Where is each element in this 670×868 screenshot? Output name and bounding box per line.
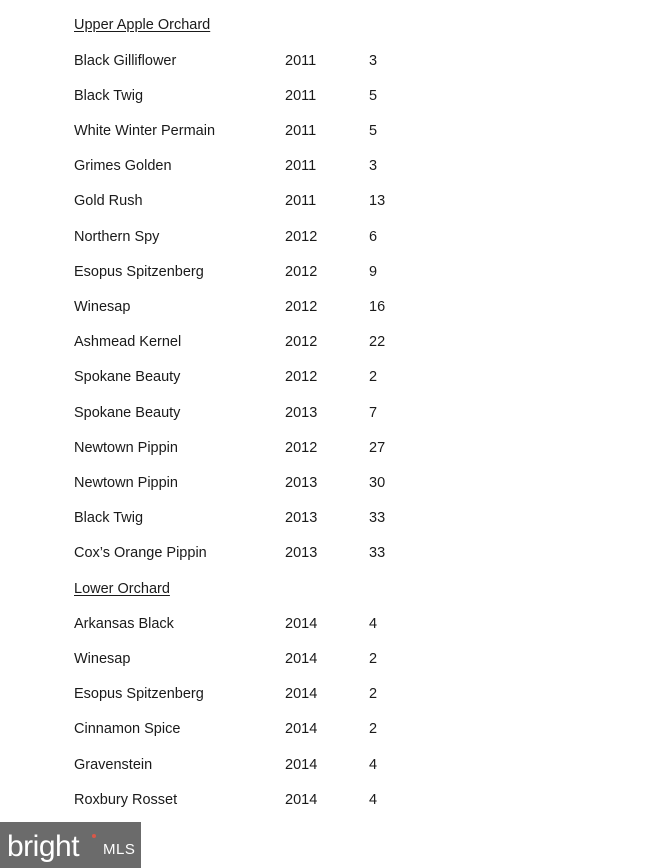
planting-year: 2014 (285, 651, 318, 667)
tree-count: 33 (369, 510, 386, 526)
planting-year: 2012 (285, 369, 318, 385)
variety-name: Northern Spy (74, 229, 160, 245)
tree-count: 30 (369, 475, 386, 491)
planting-year: 2014 (285, 721, 318, 737)
tree-count: 33 (369, 545, 386, 561)
variety-name: Gravenstein (74, 757, 153, 773)
variety-name: Winesap (74, 651, 131, 667)
variety-name: Arkansas Black (74, 616, 174, 632)
variety-name: Cinnamon Spice (74, 721, 181, 737)
planting-year: 2013 (285, 405, 318, 421)
variety-name: Newtown Pippin (74, 475, 178, 491)
tree-count: 22 (369, 334, 386, 350)
planting-year: 2014 (285, 686, 318, 702)
variety-name: Black Twig (74, 88, 144, 104)
variety-name: Esopus Spitzenberg (74, 686, 204, 702)
variety-name: Grimes Golden (74, 158, 172, 174)
planting-year: 2011 (285, 193, 317, 209)
tree-count: 2 (369, 686, 378, 702)
planting-year: 2013 (285, 510, 318, 526)
tree-count: 2 (369, 651, 378, 667)
tree-count: 4 (369, 616, 378, 632)
planting-year: 2012 (285, 299, 318, 315)
variety-name: Newtown Pippin (74, 440, 178, 456)
variety-name: Black Gilliflower (74, 53, 177, 69)
planting-year: 2014 (285, 757, 318, 773)
tree-count: 13 (369, 193, 386, 209)
variety-name: Winesap (74, 299, 131, 315)
tree-count: 4 (369, 757, 378, 773)
variety-name: Black Twig (74, 510, 144, 526)
planting-year: 2012 (285, 440, 318, 456)
planting-year: 2011 (285, 88, 317, 104)
tree-count: 16 (369, 299, 386, 315)
tree-count: 4 (369, 792, 378, 808)
variety-name: Gold Rush (74, 193, 143, 209)
variety-name: Esopus Spitzenberg (74, 264, 204, 280)
tree-count: 3 (369, 53, 378, 69)
planting-year: 2011 (285, 53, 317, 69)
planting-year: 2013 (285, 545, 318, 561)
bright-mls-logo-icon (7, 825, 137, 865)
svg-text:bright: bright (7, 830, 80, 863)
planting-year: 2011 (285, 123, 317, 139)
planting-year: 2013 (285, 475, 318, 491)
planting-year: 2011 (285, 158, 317, 174)
section-heading-lower-orchard: Lower Orchard (74, 581, 170, 597)
tree-count: 5 (369, 123, 378, 139)
variety-name: Ashmead Kernel (74, 334, 182, 350)
variety-name: White Winter Permain (74, 123, 216, 139)
tree-count: 7 (369, 405, 378, 421)
tree-count: 5 (369, 88, 378, 104)
tree-count: 2 (369, 721, 378, 737)
variety-name: Roxbury Rosset (74, 792, 178, 808)
planting-year: 2012 (285, 264, 318, 280)
planting-year: 2012 (285, 229, 318, 245)
tree-count: 6 (369, 229, 378, 245)
planting-year: 2012 (285, 334, 318, 350)
tree-count: 3 (369, 158, 378, 174)
tree-count: 2 (369, 369, 378, 385)
svg-text:MLS: MLS (103, 841, 136, 858)
planting-year: 2014 (285, 792, 318, 808)
variety-name: Cox’s Orange Pippin (74, 545, 207, 561)
bright-mls-watermark (0, 822, 141, 868)
tree-count: 9 (369, 264, 378, 280)
planting-year: 2014 (285, 616, 318, 632)
section-heading-upper-orchard: Upper Apple Orchard (74, 17, 211, 33)
tree-count: 27 (369, 440, 386, 456)
variety-name: Spokane Beauty (74, 369, 181, 385)
variety-name: Spokane Beauty (74, 405, 181, 421)
